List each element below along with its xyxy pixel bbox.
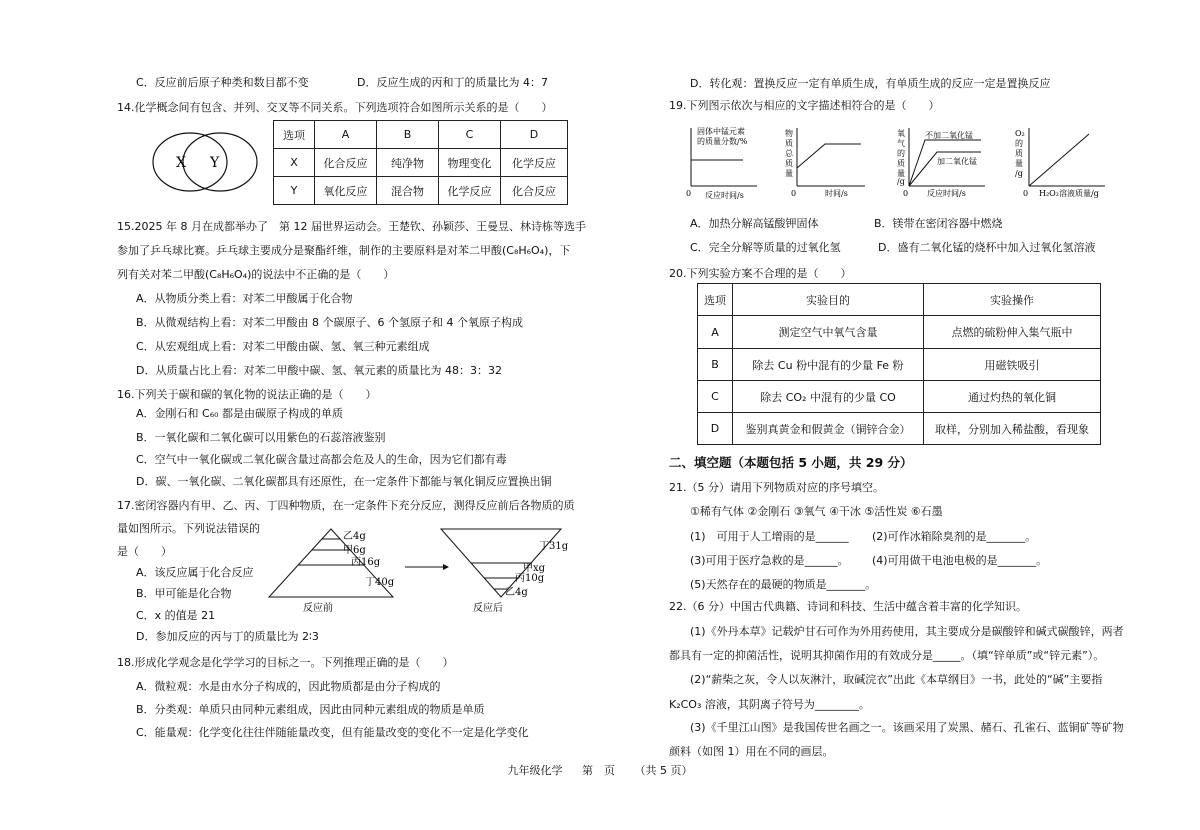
q21-blank-1: (1) 可用于人工增雨的是______ [690,530,849,543]
graph4-ylabel5: /g [1015,169,1023,178]
q14-cell: 化合反应 [501,177,568,205]
before-label-jia: 甲6g [343,545,366,556]
q15-option-b: B．从微观结构上看：对苯二甲酸由 8 个碳原子、6 个氢原子和 4 个氧原子构成 [136,316,524,329]
q22-stem: 22.（6 分）中国古代典籍、诗词和科技、生活中蕴含着丰富的化学知识。 [669,600,1027,613]
q21-blank-4: (4)可用做干电池电极的是_______。 [872,554,1048,567]
graph1-ylabel2: 的质量分数/% [697,137,748,146]
q14-th-a: A [315,121,377,149]
graph-4 [1015,128,1105,198]
graph3-ylabel2: 气 [897,139,905,148]
q14-th-d: D [501,121,568,149]
q19-option-a: A．加热分解高锰酸钾固体 [690,217,819,230]
graph1-origin: 0 [686,189,692,198]
q22-p1-line1: (1)《外丹本草》记载炉甘石可作为外用药使用，其主要成分是碳酸锌和碱式碳酸锌，两者 [690,625,1124,638]
q20-cell: 点燃的硫粉伸入集气瓶中 [924,316,1101,349]
q21-options: ①稀有气体 ②金刚石 ③氧气 ④干冰 ⑤活性炭 ⑥石墨 [690,505,943,518]
graph4-ylabel4: 量 [1015,159,1023,168]
q18-option-b: B．分类观：单质只由同种元素组成，因此由同种元素组成的物质是单质 [136,703,485,716]
q15-option-d: D．从质量占比上看：对苯二甲酸中碳、氢、氧元素的质量比为 48：3：32 [136,364,502,377]
q20-cell: A [698,316,733,349]
venn-label-x: X [176,155,186,171]
q20-cell: 除去 Cu 粉中混有的少量 Fe 粉 [733,349,924,381]
page-footer [0,762,1200,778]
footer-total: （共 5 页） [634,764,693,777]
q14-cell: 化学反应 [501,149,568,177]
q17-option-a: A．该反应属于化合反应 [136,566,254,579]
venn-diagram [150,130,260,194]
q17-mass-pyramids [265,525,585,617]
graph2-xlabel: 时间/s [825,189,848,198]
q20-cell: D [698,413,733,445]
after-label-jia: 甲xg [523,563,546,574]
q20-cell: 取样，分别加入稀盐酸，看现象 [924,413,1101,445]
q20-cell: C [698,381,733,413]
q15-option-a: A．从物质分类上看：对苯二甲酸属于化合物 [136,292,353,305]
graph1-ylabel1: 固体中锰元素 [697,127,745,136]
q14-cell: 纯净物 [377,149,439,177]
q17-option-d: D．参加反应的丙与丁的质量比为 2∶3 [136,630,319,643]
q15-option-c: C．从宏观组成上看：对苯二甲酸由碳、氢、氧三种元素组成 [136,340,430,353]
q13-option-c: C．反应前后原子种类和数目都不变 [136,76,309,89]
q14-cell: 化合反应 [315,149,377,177]
q20-options-table [697,283,1101,445]
q14-th-option: 选项 [274,121,315,149]
q16-option-c: C．空气中一氧化碳或二氧化碳含量过高都会危及人的生命，因为它们都有毒 [136,453,507,466]
q21-blank-5: (5)天然存在的最硬的物质是_______。 [690,578,877,591]
q19-stem: 19.下列图示依次与相应的文字描述相符合的是（ ） [669,99,940,112]
q14-th-c: C [439,121,501,149]
graph3-ylabel1: 氧 [897,129,905,138]
q16-option-b: B．一氧化碳和二氧化碳可以用紫色的石蕊溶液鉴别 [136,431,386,444]
before-label-bing: 丙16g [351,557,381,568]
after-label-bing: 丙10g [515,573,545,584]
graph2-ylabel1: 物 [785,129,793,138]
after-label-ding: 丁31g [539,541,569,552]
graph3-curve1: 不加二氧化锰 [925,131,973,140]
q18-option-d: D．转化观：置换反应一定有单质生成，有单质生成的反应一定是置换反应 [690,77,1051,90]
q19-option-d: D．盛有二氧化锰的烧杯中加入过氧化氢溶液 [878,241,1096,254]
q22-p3-line1: (3)《千里江山图》是我国传世名画之一。该画采用了炭黑、赭石、孔雀石、蓝铜矿等矿物 [690,721,1124,734]
q20-cell: B [698,349,733,381]
q22-p1-line2: 都具有一定的抑菌活性，说明其抑菌作用的有效成分是_____。（填“锌单质”或“锌元素”）。 [669,649,1105,662]
before-label-yi: 乙4g [343,531,366,542]
graph3-ylabel5: 量 [897,169,905,178]
q20-cell: 测定空气中氧气含量 [733,316,924,349]
q14-cell: 氧化反应 [315,177,377,205]
q21-stem: 21.（5 分）请用下列物质对应的序号填空。 [669,481,884,494]
q22-p2-line2: K₂CO₃ 溶液，其阴离子符号为________。 [669,698,870,711]
q13-option-d: D．反应生成的丙和丁的质量比为 4：7 [357,76,548,89]
q17-option-b: B．甲可能是化合物 [136,587,232,600]
section-2-heading: 二、填空题（本题包括 5 小题，共 29 分） [669,455,913,470]
graph3-ylabel3: 的 [897,149,905,158]
graph2-ylabel3: 总 [785,149,793,158]
q17-line1: 17.密闭容器内有甲、乙、丙、丁四种物质，在一定条件下充分反应，测得反应前后各物质的质 [117,499,575,512]
q14-options-table [273,120,568,205]
q18-stem: 18.形成化学观念是化学学习的目标之一。下列推理正确的是（ ） [117,656,454,669]
q20-cell: 鉴别真黄金和假黄金（铜锌合金） [733,413,924,445]
q20-th-option: 选项 [698,284,733,316]
q20-th-purpose: 实验目的 [733,284,924,316]
footer-page: 第 页 [582,764,615,777]
q20-stem: 20.下列实验方案不合理的是（ ） [669,267,852,280]
q21-blank-2: (2)可作冰箱除臭剂的是_______。 [872,530,1037,543]
q16-option-d: D．碳、一氧化碳、二氧化碳都具有还原性，在一定条件下都能与氧化铜反应置换出铜 [136,475,552,488]
q14-th-b: B [377,121,439,149]
q17-line3: 是（ ） [117,545,172,558]
graph3-ylabel4: 质 [897,159,905,168]
before-label-ding: 丁40g [365,577,395,588]
before-caption: 反应前 [303,603,333,614]
graph4-ylabel3: 质 [1015,149,1023,158]
q15-line2: 参加了乒乓球比赛。乒乓球主要成分是聚酯纤维，制作的主要原料是对苯二甲酸(C₈H₆O₄)，下 [117,244,571,257]
q17-line2: 量如图所示。下列说法错误的 [117,522,260,535]
q16-option-a: A．金刚石和 C₆₀ 都是由碳原子构成的单质 [136,407,344,420]
q19-graphs [685,122,1135,202]
graph3-origin: 0 [903,189,909,198]
q22-p3-line2: 颜料（如图 1）用在不同的画层。 [669,745,834,758]
graph-2 [785,128,865,198]
graph3-xlabel: 反应时间/s [927,189,966,198]
graph4-xlabel: H₂O₂溶液质量/g [1039,189,1099,198]
graph1-xlabel: 反应时间/s [705,191,744,200]
graph3-curve2: 加二氧化锰 [937,157,977,166]
graph2-ylabel4: 质 [785,159,793,168]
q16-stem: 16.下列关于碳和碳的氧化物的说法正确的是（ ） [117,388,377,401]
graph-3 [897,128,985,198]
q20-th-operation: 实验操作 [924,284,1101,316]
graph4-origin: 0 [1023,189,1029,198]
graph4-ylabel1: O₂ [1015,129,1025,138]
q15-line3: 列有关对苯二甲酸(C₈H₆O₄)的说法中不正确的是（ ） [117,268,395,281]
q14-cell: 物理变化 [439,149,501,177]
graph2-ylabel5: 量 [785,169,793,178]
after-caption: 反应后 [473,603,503,614]
graph-1 [686,126,757,200]
graph3-ylabel6: /g [897,177,905,186]
q17-option-c: C．x 的值是 21 [136,609,216,622]
graph2-ylabel2: 质 [785,139,793,148]
q14-cell: X [274,149,315,177]
q20-cell: 用磁铁吸引 [924,349,1101,381]
q14-cell: Y [274,177,315,205]
graph2-origin: 0 [791,189,797,198]
after-label-yi: 乙4g [505,587,528,598]
q20-cell: 除去 CO₂ 中混有的少量 CO [733,381,924,413]
footer-subject: 九年级化学 [507,764,563,777]
q22-p2-line1: (2)“薪柴之灰，令人以灰淋汁，取碱浣衣”出此《本草纲目》一书，此处的“碱”主要指 [690,673,1103,686]
q21-blank-3: (3)可用于医疗急救的是______。 [690,554,849,567]
q14-cell: 混合物 [377,177,439,205]
graph4-ylabel2: 的 [1015,139,1023,148]
venn-label-y: Y [210,155,220,171]
q14-stem: 14.化学概念间有包含、并列、交叉等不同关系。下列选项符合如图所示关系的是（ ） [117,101,553,114]
q14-cell: 化学反应 [439,177,501,205]
q18-option-a: A．微粒观：水是由水分子构成的，因此物质都是由分子构成的 [136,680,441,693]
q15-line1: 15.2025 年 8 月在成都举办了 第 12 届世界运动会。王楚钦、孙颖莎、王曼昱、林诗栋等选手 [117,220,586,233]
q19-option-c: C．完全分解等质量的过氧化氢 [690,241,841,254]
q20-cell: 通过灼热的氧化铜 [924,381,1101,413]
q19-option-b: B．镁带在密闭容器中燃烧 [874,217,1003,230]
q18-option-c: C．能量观：化学变化往往伴随能量改变，但有能量改变的变化不一定是化学变化 [136,726,529,739]
